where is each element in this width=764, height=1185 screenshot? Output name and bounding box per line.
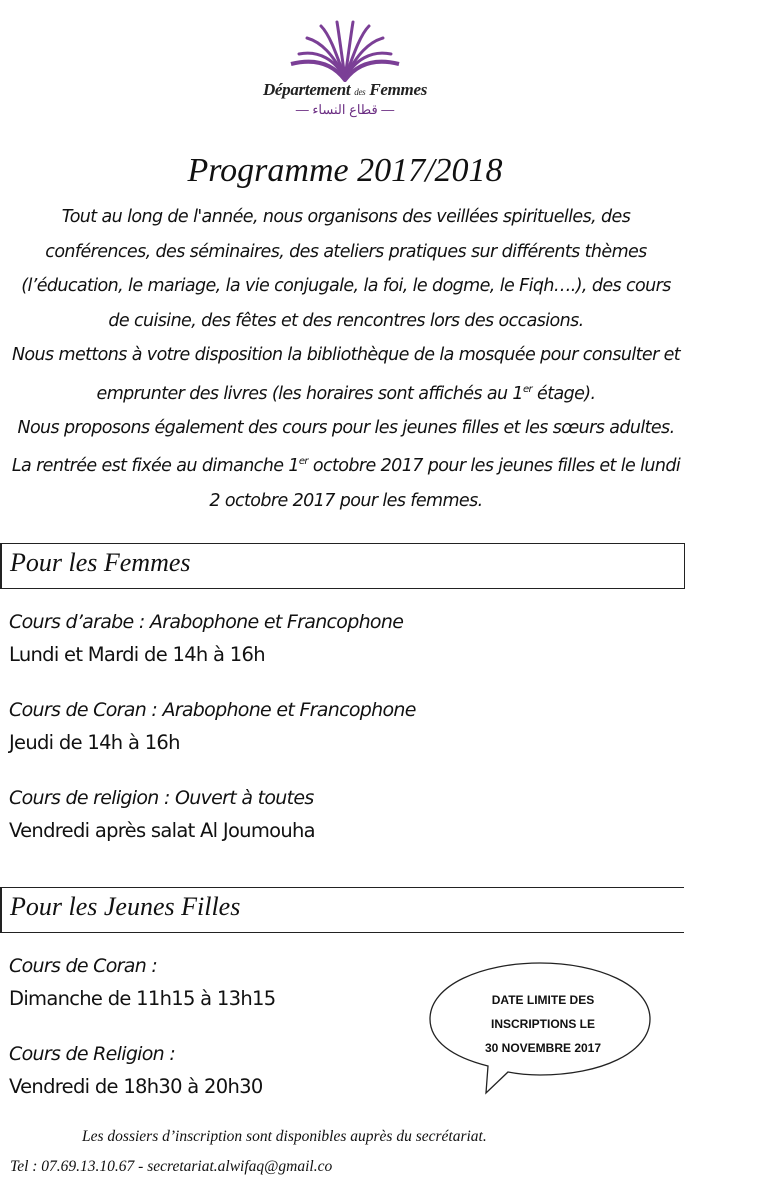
footer-note: Les dossiers d’inscription sont disponibles auprès du secrétariat. xyxy=(82,1128,487,1145)
course-item xyxy=(9,955,275,1010)
course-name: Cours de religion : Ouvert à toutes xyxy=(9,787,314,809)
section-heading-femmes: Pour les Femmes xyxy=(0,543,685,589)
logo-brand-text: Département des Femmes xyxy=(262,80,428,99)
course-schedule: Vendredi de 18h30 à 20h30 xyxy=(9,1075,263,1098)
course-item xyxy=(9,787,315,842)
course-schedule: Jeudi de 14h à 16h xyxy=(9,731,180,754)
footer-contact: Tel : 07.69.13.10.67 - secretariat.alwifaq@gmail.co xyxy=(10,1158,333,1175)
course-item xyxy=(9,1043,263,1098)
intro-paragraph: Tout au long de l'année, nous organisons des veillées spirituelles, des conférences, des séminaires, des ateliers pratiques sur différents thèmes (l’éducation, le mariage, la vie conjugale, la foi, le dogme, le Fiqh….), des cours de cuisine, des fêtes et des rencontres lors des occasions. xyxy=(21,207,671,331)
course-schedule: Lundi et Mardi de 14h à 16h xyxy=(9,643,265,666)
course-item xyxy=(9,699,416,754)
course-schedule: Vendredi après salat Al Joumouha xyxy=(9,819,315,842)
department-logo xyxy=(250,20,440,130)
open-book-icon xyxy=(285,20,405,82)
page-title: Programme 2017/2018 xyxy=(187,152,503,189)
course-name: Cours de Religion : xyxy=(9,1043,176,1065)
intro-paragraph: Nous proposons également des cours pour les jeunes filles et les sœurs adultes. La rentrée est fixée au dimanche 1er octobre 2017 pour les jeunes filles et le lundi 2 octobre 2017 pour les femmes. xyxy=(11,417,681,511)
intro-text xyxy=(10,200,682,518)
intro-paragraph: Nous mettons à votre disposition la bibliothèque de la mosquée pour consulter et emprunter des livres (les horaires sont affichés au 1er étage). xyxy=(11,345,681,404)
course-name: Cours d’arabe : Arabophone et Francophone xyxy=(9,611,404,633)
section-heading-jeunes-filles: Pour les Jeunes Filles xyxy=(0,887,684,933)
course-item xyxy=(9,611,403,666)
course-name: Cours de Coran : Arabophone et Francophone xyxy=(9,699,416,721)
course-name: Cours de Coran : xyxy=(9,955,158,977)
deadline-text: DATE LIMITE DES INSCRIPTIONS LE 30 NOVEMBRE 2017 xyxy=(484,993,602,1055)
deadline-speech-bubble xyxy=(428,961,652,1101)
logo-arabic-text: — قطاع النساء — xyxy=(295,102,395,117)
course-schedule: Dimanche de 11h15 à 13h15 xyxy=(9,987,276,1010)
